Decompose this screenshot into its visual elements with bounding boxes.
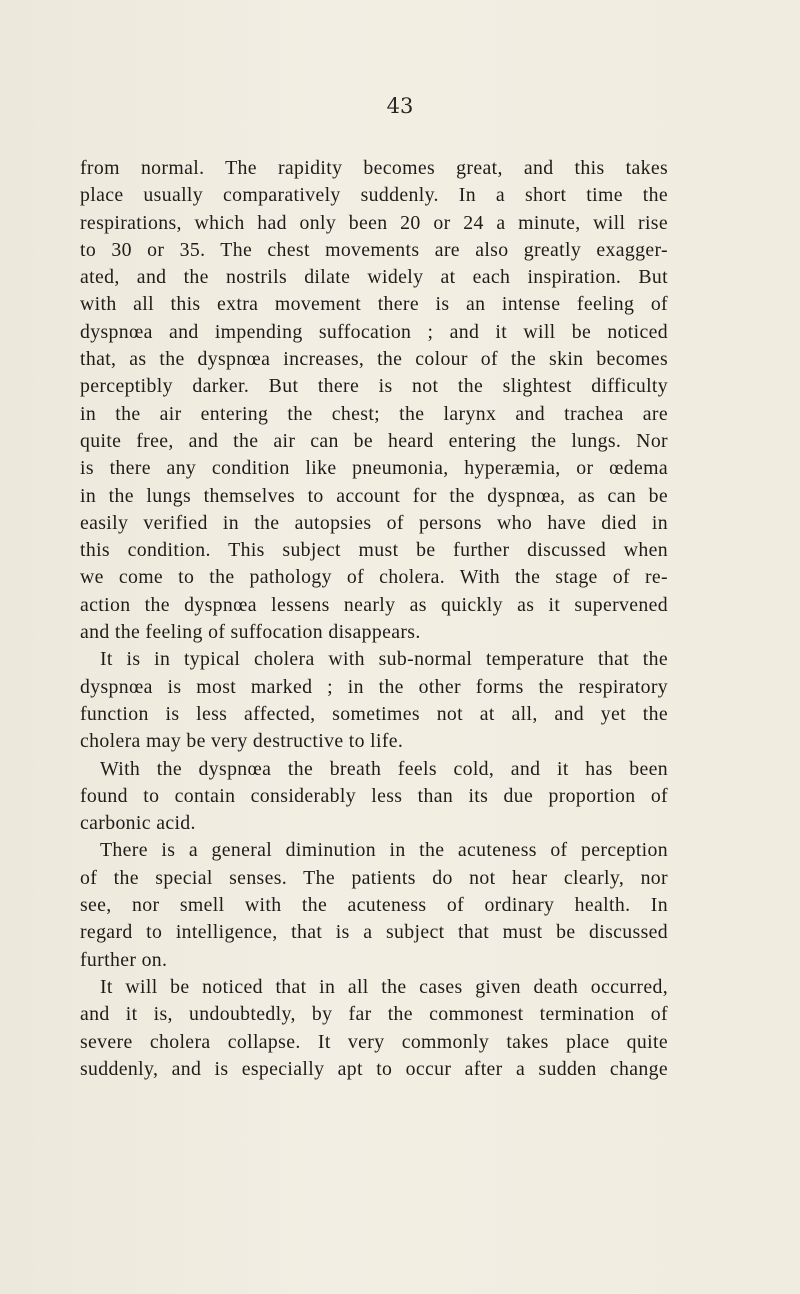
text-line: see, nor smell with the acuteness of ordinary health. In (80, 894, 668, 917)
text-line: to 30 or 35. The chest movements are also greatly exagger- (80, 238, 668, 261)
text-line: dyspnœa and impending suffocation ; and it will be noticed (80, 320, 668, 343)
text-line: and it is, undoubtedly, by far the commonest termination of (80, 1003, 668, 1026)
text-line: regard to intelligence, that is a subject that must be discussed (80, 921, 668, 944)
text-line: function is less affected, sometimes not at all, and yet the (80, 702, 668, 725)
text-line: in the lungs themselves to account for the dyspnœa, as can be (80, 484, 668, 507)
text-line: With the dyspnœa the breath feels cold, and it has been (100, 757, 668, 780)
text-line: ated, and the nostrils dilate widely at each inspiration. But (80, 266, 668, 289)
text-line: perceptibly darker. But there is not the slightest difficulty (80, 375, 668, 398)
page-number: 43 (386, 94, 414, 118)
text-line: further on. (80, 948, 168, 971)
text-line: is there any condition like pneumonia, hyperæmia, or œdema (80, 457, 668, 480)
text-line: dyspnœa is most marked ; in the other forms the respiratory (80, 675, 668, 698)
text-line: with all this extra movement there is an intense feeling of (80, 293, 668, 316)
text-line: respirations, which had only been 20 or 24 a minute, will rise (80, 211, 668, 234)
text-line: of the special senses. The patients do not hear clearly, nor (80, 866, 668, 889)
text-line: place usually comparatively suddenly. In a short time the (80, 184, 668, 207)
text-line: It will be noticed that in all the cases given death occurred, (100, 975, 668, 998)
text-line: action the dyspnœa lessens nearly as quickly as it supervened (80, 593, 668, 616)
text-line: cholera may be very destructive to life. (80, 730, 404, 753)
text-line: found to contain considerably less than its due proportion of (80, 784, 668, 807)
text-line: this condition. This subject must be further discussed when (80, 539, 668, 562)
text-line: from normal. The rapidity becomes great, and this takes (80, 157, 668, 179)
text-line: in the air entering the chest; the larynx and trachea are (80, 402, 668, 425)
text-line: It is in typical cholera with sub-normal temperature that the (100, 648, 668, 671)
text-line: and the feeling of suffocation disappears. (80, 621, 421, 644)
text-line: severe cholera collapse. It very commonly takes place quite (80, 1030, 668, 1053)
text-line: carbonic acid. (80, 812, 196, 835)
text-line: There is a general diminution in the acuteness of perception (100, 839, 668, 862)
text-line: that, as the dyspnœa increases, the colour of the skin becomes (80, 348, 668, 371)
body-text (80, 155, 668, 1083)
text-line: suddenly, and is especially apt to occur after a sudden change (80, 1057, 668, 1080)
text-line: quite free, and the air can be heard entering the lungs. Nor (80, 429, 668, 452)
text-line: easily verified in the autopsies of persons who have died in (80, 511, 668, 534)
text-line: we come to the pathology of cholera. With the stage of re- (80, 566, 668, 589)
